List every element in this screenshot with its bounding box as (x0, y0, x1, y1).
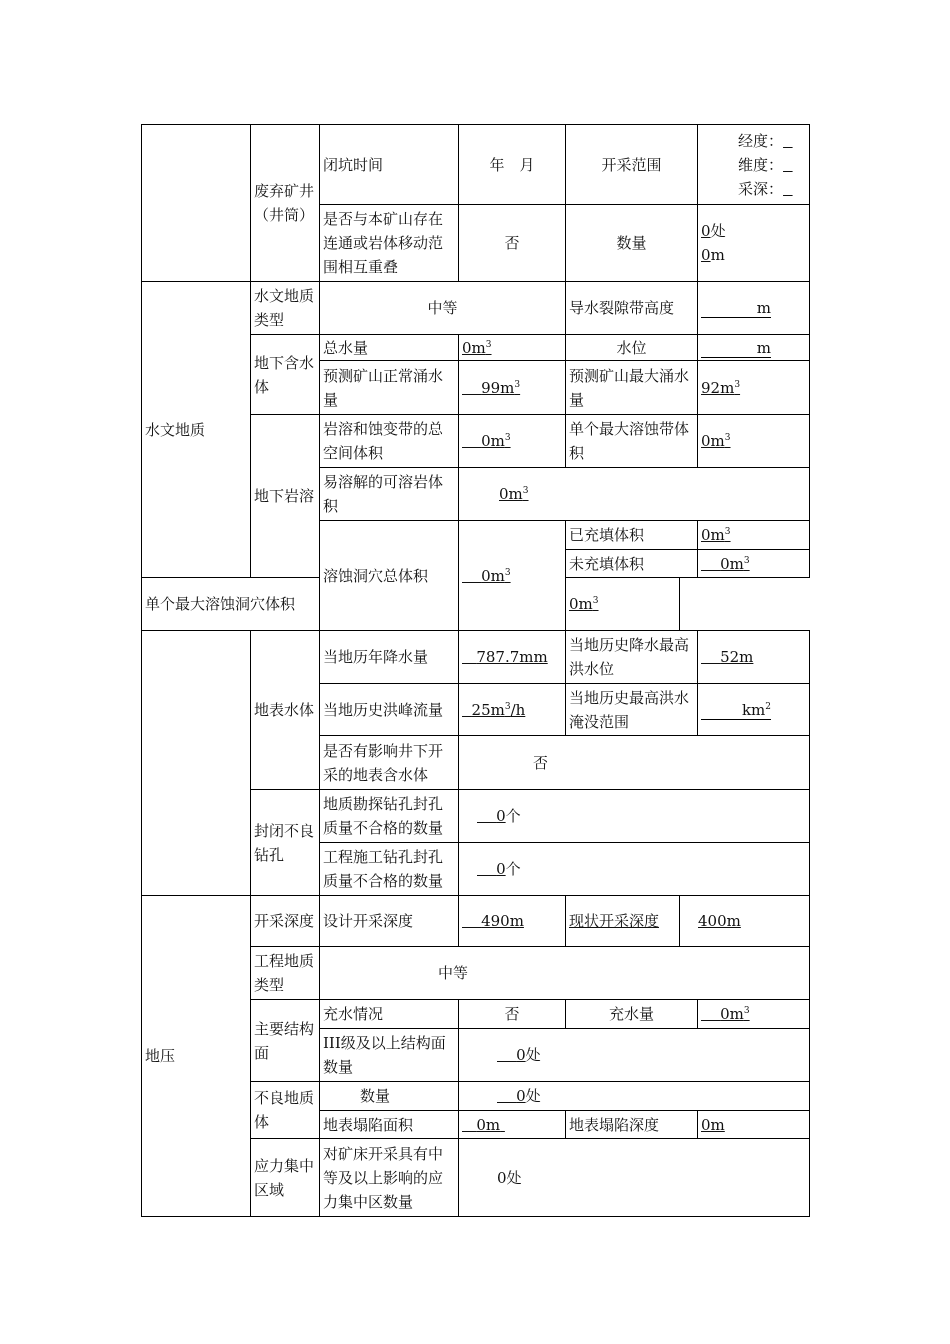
longitude-field: 经度： (738, 131, 784, 150)
flood-area-value: $km^2$ (698, 684, 810, 736)
hydro-category: 水文地质 (142, 282, 251, 578)
normal-inflow-value: $99m^3$ (459, 361, 566, 415)
mining-range-label: 开采范围 (566, 125, 698, 205)
closure-time-value: 年 月 (459, 125, 566, 205)
survey-hole-value: 0个 (459, 790, 810, 843)
water-level-label: 水位 (566, 335, 698, 361)
collapse-depth-value: 0m (698, 1111, 810, 1139)
collapse-area-value: 0m (459, 1111, 566, 1139)
category-blank (142, 125, 251, 282)
flood-level-label: 当地历史降水最高洪水位 (566, 631, 698, 684)
borehole-label: 封闭不良钻孔 (251, 790, 320, 896)
water-fill-label: 充水情况 (320, 1000, 459, 1029)
bad-geo-label: 不良地质体 (251, 1082, 320, 1139)
rainfall-value: 787.7mm (459, 631, 566, 684)
latitude-field: 维度： (738, 155, 784, 174)
surface-affect-label: 是否有影响井下开采的地表含水体 (320, 736, 459, 790)
structure-label: 主要结构面 (251, 1000, 320, 1082)
level3-structure-label: III级及以上结构面数量 (320, 1029, 459, 1082)
fracture-height-label: 导水裂隙带高度 (566, 282, 698, 335)
karst-total-label: 岩溶和蚀变带的总空间体积 (320, 415, 459, 468)
overlap-value: 否 (459, 205, 566, 282)
mining-depth-label: 开采深度 (251, 896, 320, 947)
surface-category-blank (142, 631, 251, 896)
max-single-cave-label: 单个最大溶蚀洞穴体积 (142, 578, 320, 631)
stress-count-value: 0处 (459, 1139, 810, 1217)
max-cave-label: 单个最大溶蚀带体积 (566, 415, 698, 468)
surface-water-label: 地表水体 (251, 631, 320, 790)
unfilled-volume-value: $0m^3$ (698, 550, 810, 578)
hydro-type-label: 水文地质类型 (251, 282, 320, 335)
fracture-height-value: m (698, 282, 810, 335)
flood-level-value: 52m (698, 631, 810, 684)
aquifer-label: 地下含水体 (251, 335, 320, 415)
max-inflow-label: 预测矿山最大涌水量 (566, 361, 698, 415)
design-depth-value: 490m (459, 896, 566, 947)
collapse-area-label: 地表塌陷面积 (320, 1111, 459, 1139)
cave-total-value: $0m^3$ (459, 521, 566, 631)
total-water-value: $0m^3$ (459, 335, 566, 361)
flood-area-label: 当地历史最高洪水淹没范围 (566, 684, 698, 736)
abandoned-count-value: 0处 0m (698, 205, 810, 282)
abandoned-count-label: 数量 (566, 205, 698, 282)
cave-total-label: 溶蚀洞穴总体积 (320, 521, 459, 631)
stress-label: 应力集中区域 (251, 1139, 320, 1217)
flood-peak-label: 当地历史洪峰流量 (320, 684, 459, 736)
eng-hole-label: 工程施工钻孔封孔质量不合格的数量 (320, 843, 459, 896)
water-amount-value: $0m^3$ (698, 1000, 810, 1029)
survey-hole-label: 地质勘探钻孔封孔质量不合格的数量 (320, 790, 459, 843)
eng-geo-type-label: 工程地质类型 (251, 947, 320, 1000)
karst-total-value: $0m^3$ (459, 415, 566, 468)
hazard-table (141, 124, 810, 1217)
water-fill-value: 否 (459, 1000, 566, 1029)
bad-count-value: 0处 (459, 1082, 810, 1111)
bad-count-label: 数量 (320, 1082, 459, 1111)
max-cave-value: $0m^3$ (698, 415, 810, 468)
current-depth-label: 现状开采深度 (566, 896, 680, 947)
water-level-value: m (698, 335, 810, 361)
soluble-rock-value: $0m^3$ (459, 468, 810, 521)
total-water-label: 总水量 (320, 335, 459, 361)
karst-label: 地下岩溶 (251, 415, 320, 578)
hydro-type-value: 中等 (320, 282, 566, 335)
max-single-cave-value: $0m^3$ (566, 578, 680, 631)
soluble-rock-label: 易溶解的可溶岩体积 (320, 468, 459, 521)
pressure-category: 地压 (142, 896, 251, 1217)
water-amount-label: 充水量 (566, 1000, 698, 1029)
filled-volume-label: 已充填体积 (566, 521, 698, 550)
level3-structure-value: 0处 (459, 1029, 810, 1082)
depth-field: 采深： (738, 179, 784, 198)
hazard-table-sheet (141, 124, 809, 1217)
eng-geo-type-value: 中等 (320, 947, 810, 1000)
eng-hole-value: 0个 (459, 843, 810, 896)
surface-affect-value: 否 (459, 736, 810, 790)
mining-range-coords (698, 125, 810, 205)
overlap-label: 是否与本矿山存在连通或岩体移动范围相互重叠 (320, 205, 459, 282)
flood-peak-value: $25m^3/h$ (459, 684, 566, 736)
normal-inflow-label: 预测矿山正常涌水量 (320, 361, 459, 415)
filled-volume-value: $0m^3$ (698, 521, 810, 550)
collapse-depth-label: 地表塌陷深度 (566, 1111, 698, 1139)
abandoned-mine-label: 废弃矿井（井筒） (251, 125, 320, 282)
stress-count-label: 对矿床开采具有中等及以上影响的应力集中区数量 (320, 1139, 459, 1217)
unfilled-volume-label: 未充填体积 (566, 550, 698, 578)
current-depth-value: 400m (680, 896, 810, 947)
max-inflow-value: $92m^3$ (698, 361, 810, 415)
closure-time-label: 闭坑时间 (320, 125, 459, 205)
rainfall-label: 当地历年降水量 (320, 631, 459, 684)
design-depth-label: 设计开采深度 (320, 896, 459, 947)
